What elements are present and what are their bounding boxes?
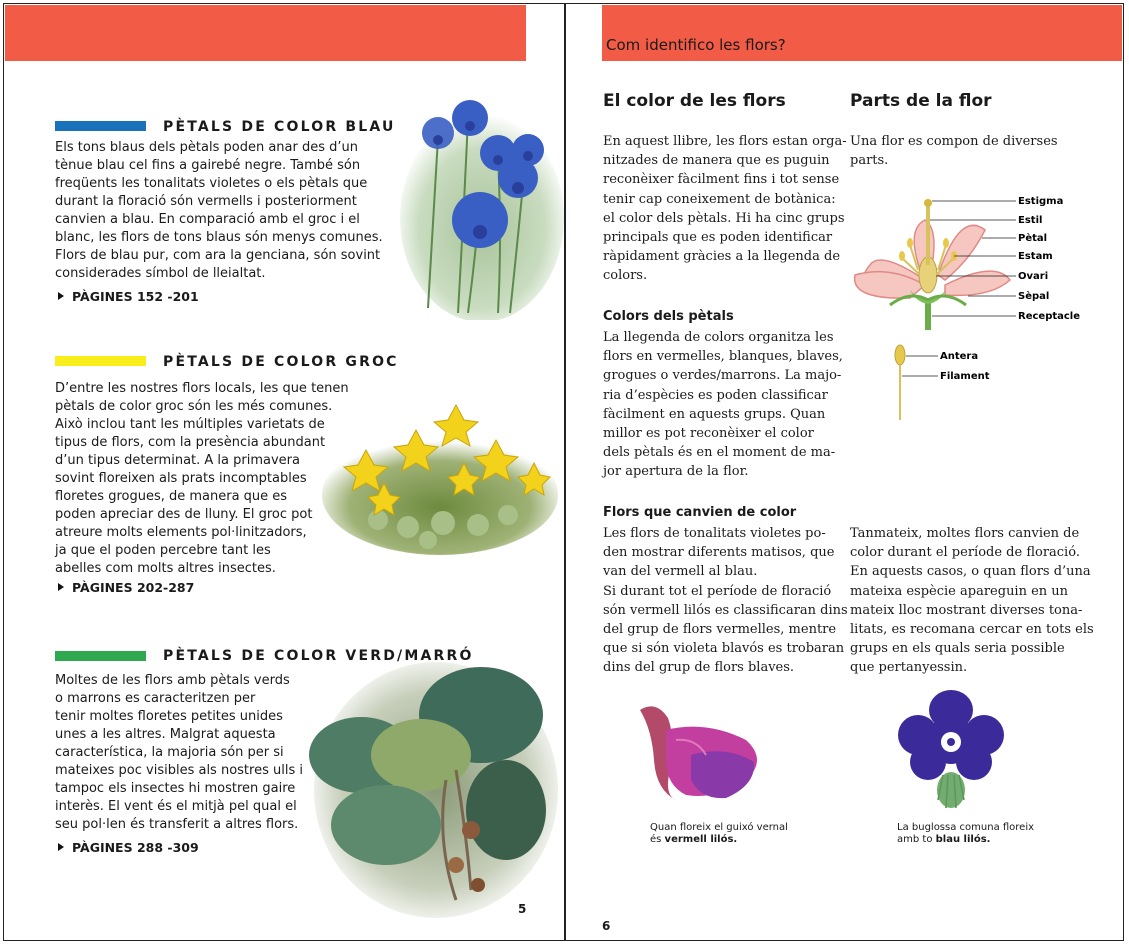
label-sepal: Sèpal bbox=[1018, 291, 1050, 302]
pages-link-yellow[interactable]: PÀGINES 202-287 bbox=[58, 580, 194, 595]
blue-color-bar bbox=[55, 121, 146, 131]
stonecrop-illustration bbox=[318, 395, 558, 557]
label-stigma: Estigma bbox=[1018, 196, 1064, 207]
arrow-right-icon bbox=[58, 292, 64, 300]
right-page-number: 6 bbox=[602, 919, 611, 933]
left-header-band bbox=[5, 5, 526, 61]
subheading-petal-colors: Colors dels pètals bbox=[603, 309, 734, 324]
left-page-number: 5 bbox=[518, 902, 527, 916]
yellow-color-bar bbox=[55, 356, 146, 366]
subheading-color-changing: Flors que canvien de color bbox=[603, 505, 797, 520]
label-petal: Pètal bbox=[1018, 233, 1048, 244]
cornflower-illustration bbox=[398, 98, 566, 320]
caption-bugloss: La buglossa comuna floreix amb to blau lilós. bbox=[897, 822, 1035, 845]
asarum-illustration bbox=[306, 660, 558, 918]
arrow-right-icon bbox=[58, 583, 64, 591]
label-anther: Antera bbox=[940, 351, 979, 362]
section-title-blue: PÈTALS DE COLOR BLAU bbox=[163, 119, 396, 135]
section-title-green: PÈTALS DE COLOR VERD/MARRÓ bbox=[163, 648, 474, 664]
green-color-bar bbox=[55, 651, 146, 661]
text-color-changing: Les flors de tonalitats violetes po- den mostrar diferents matisos, que van del vermell al blau. Si durant tot el període de floració són vermell lilós es classificaran dins del grup de flors vermelles, mentre que si són violeta blavós es trobaran dins del grup de flors blaves. bbox=[603, 526, 848, 676]
section-title-yellow: PÈTALS DE COLOR GROC bbox=[163, 354, 399, 370]
caption-spring-pea: Quan floreix el guixó vernal és vermell lilós. bbox=[650, 822, 788, 845]
label-receptacle: Receptacle bbox=[1018, 311, 1080, 322]
heading-flower-color: El color de les flors bbox=[603, 91, 786, 111]
section-text-green: Moltes de les flors amb pètals verds o marrons es caracteritzen per tenir moltes floretes petites unides unes a les altres. Malgrat aquesta característica, la majoria són per si mateixes poc visibles als nostres ulls i tampoc els insectes hi mostren gaire interès. El vent és el mitjà pel qual el seu pol·len és transferit a altres flors. bbox=[55, 673, 303, 832]
intro-text-parts: Una flor es compon de diverses parts. bbox=[850, 134, 1058, 169]
pages-link-green[interactable]: PÀGINES 288 -309 bbox=[58, 840, 199, 855]
text-color-change-2: Tanmateix, moltes flors canvien de color durant el període de floració. En aquests casos, o quan flors d’una mateixa espècie apareguin en un mateix lloc mostrant diverses tona- litats, es recomana cercar en tots els grups en els quals seria possible que pertanyessin. bbox=[850, 526, 1094, 676]
heading-flower-parts: Parts de la flor bbox=[850, 91, 992, 111]
label-ovary: Ovari bbox=[1018, 271, 1049, 282]
right-header-title: Com identifico les flors? bbox=[606, 36, 786, 54]
pages-link-blue[interactable]: PÀGINES 152 -201 bbox=[58, 289, 199, 304]
flower-anatomy-diagram bbox=[850, 190, 1080, 425]
label-stamen: Estam bbox=[1018, 251, 1053, 262]
intro-text-color: En aquest llibre, les flors estan orga- nitzades de manera que es puguin reconèixer fàcilment fins i tot sense tenir cap coneixement de botànica: el color dels pètals. Hi ha cinc grups principals que es poden identificar ràpidament gràcies a la llegenda de colors. bbox=[603, 134, 847, 284]
spring-pea-illustration bbox=[636, 700, 770, 810]
label-filament: Filament bbox=[940, 371, 990, 382]
label-style: Estil bbox=[1018, 215, 1043, 226]
section-text-blue: Els tons blaus dels pètals poden anar des d’un tènue blau cel fins a gairebé negre. També són freqüents les tonalitats violetes o els pètals que durant la floració són vermells i posteriorment canvien a blau. En comparació amb el groc i el blanc, les flors de tons blaus són menys comunes. Flors de blau pur, com ara la genciana, són sovint considerades símbol de lleialtat. bbox=[55, 140, 383, 281]
bugloss-illustration bbox=[898, 690, 1004, 814]
text-petal-colors: La llegenda de colors organitza les flors en vermelles, blanques, blaves, grogues o verdes/marrons. La majo- ria d’espècies es poden classificar fàcilment en aquests grups. Quan millor es pot reconèixer el color dels pètals és en el moment de ma- jor apertura de la flor. bbox=[603, 330, 843, 480]
arrow-right-icon bbox=[58, 843, 64, 851]
section-text-yellow: D’entre les nostres flors locals, les que tenen pètals de color groc són les més comunes. Això inclou tant les múltiples varietats de tipus de flors, com la presència abundant d’un tipus determinat. A la primavera sovint floreixen als prats incomptables floretes grogues, de manera que es poden apreciar des de lluny. El groc pot atreure molts elements pol·linitzadors, ja que el poden percebre tant les abelles com molts altres insectes. bbox=[55, 381, 349, 576]
